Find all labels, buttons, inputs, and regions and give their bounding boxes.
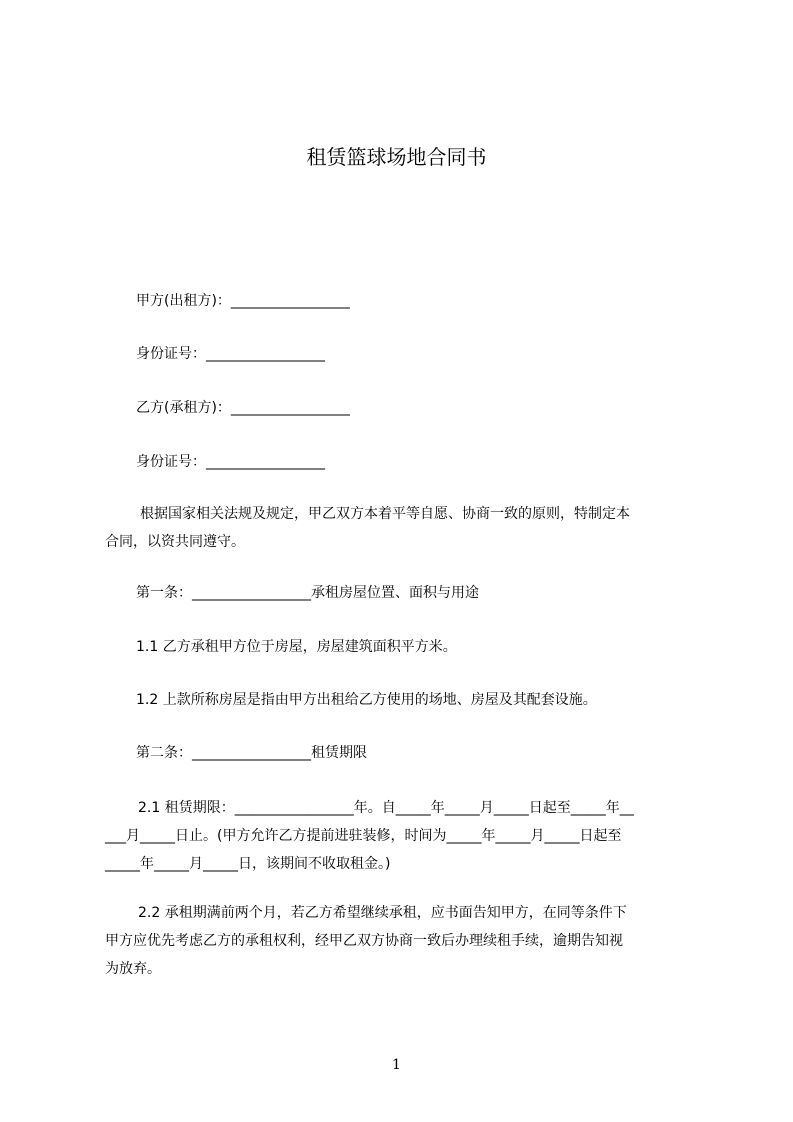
preamble-line: 根据国家相关法规及规定，甲乙双方本着平等自愿、协商一致的原则，特制定本: [140, 506, 630, 522]
party-a-line: 甲方(出租方)：_________________: [136, 293, 350, 309]
clause-1-1: 1.1 乙方承租甲方位于房屋，房屋建筑面积平方米。: [136, 639, 457, 655]
clause-2-1-line: _____年_____月_____日，该期间不收取租金。): [105, 856, 391, 872]
clause-2-1-line: ___月_____日止。(甲方允许乙方提前进驻装修，时间为_____年_____月_____日起至: [105, 828, 622, 844]
contract-title: 租赁篮球场地合同书: [306, 145, 487, 169]
clause-2-2-line: 甲方应优先考虑乙方的承租权利，经甲乙双方协商一致后办理续租手续，逾期告知视: [105, 933, 623, 949]
preamble-paragraph: [105, 500, 705, 556]
clause-2-1: [105, 794, 705, 878]
party-a-id-line: 身份证号：_________________: [136, 346, 325, 362]
preamble-line: 合同，以资共同遵守。: [105, 534, 245, 550]
clause-2-2-line: 为放弃。: [105, 961, 161, 977]
clause-2-2: [105, 899, 705, 983]
clause-1-2: 1.2 上款所称房屋是指由甲方出租给乙方使用的场地、房屋及其配套设施。: [136, 692, 597, 708]
party-b-line: 乙方(承租方)：_________________: [136, 400, 350, 416]
party-b-id-line: 身份证号：_________________: [136, 454, 325, 470]
article-1-heading: 第一条：_________________承租房屋位置、面积与用途: [136, 585, 479, 601]
clause-2-1-line: 2.1 租赁期限：_________________年。自_____年_____月_____日起至_____年__: [138, 800, 634, 816]
article-2-heading: 第二条：_________________租赁期限: [136, 745, 367, 761]
clause-2-2-line: 2.2 承租期满前两个月，若乙方希望继续承租，应书面告知甲方，在同等条件下: [138, 905, 627, 921]
page-number: 1: [392, 1057, 401, 1073]
